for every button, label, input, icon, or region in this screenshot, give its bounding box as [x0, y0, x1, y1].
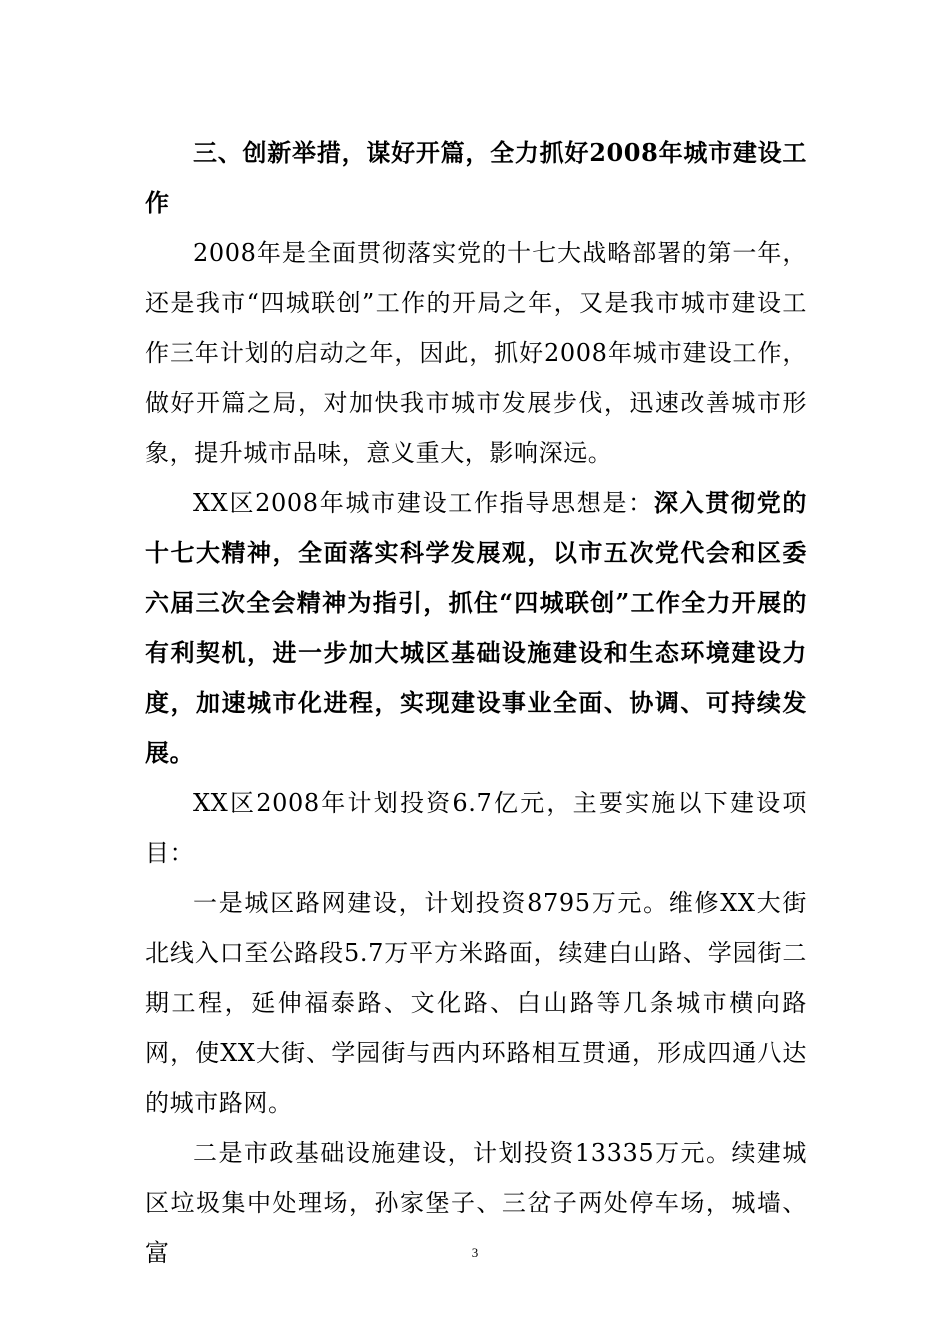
document-body: [145, 128, 807, 1278]
paragraph-project-two: 二是市政基础设施建设，计划投资13335万元。续建城区垃圾集中处理场，孙家堡子、三岔子两处停车场，城墙、富: [145, 1139, 807, 1267]
guiding-bold-text: 深入贯彻党的十七大精神，全面落实科学发展观，以市五次党代会和区委六届三次全会精神为指引，抓住“四城联创”工作全力开展的有利契机，进一步加大城区基础设施建设和生态环境建设力度，加速城市化进程，实现建设事业全面、协调、可持续发展。: [145, 488, 807, 767]
paragraph-guiding-thought: [145, 478, 807, 778]
guiding-intro-text: XX区2008年城市建设工作指导思想是：: [193, 489, 654, 517]
section-heading: 三、创新举措，谋好开篇，全力抓好2008年城市建设工作: [145, 138, 807, 217]
paragraph-project-one: 一是城区路网建设，计划投资8795万元。维修XX大街北线入口至公路段5.7万平方米路面，续建白山路、学园街二期工程，延伸福泰路、文化路、白山路等几条城市横向路网，使XX大街、学园街与西内环路相互贯通，形成四通八达的城市路网。: [145, 889, 807, 1117]
page-number: 3: [471, 1245, 479, 1260]
paragraph-investment: XX区2008年计划投资6.7亿元，主要实施以下建设项目：: [145, 789, 807, 867]
paragraph-intro: 2008年是全面贯彻落实党的十七大战略部署的第一年，还是我市“四城联创”工作的开局之年，又是我市城市建设工作三年计划的启动之年，因此，抓好2008年城市建设工作，做好开篇之局，对加快我市城市发展步伐，迅速改善城市形象，提升城市品味，意义重大，影响深远。: [145, 239, 807, 467]
